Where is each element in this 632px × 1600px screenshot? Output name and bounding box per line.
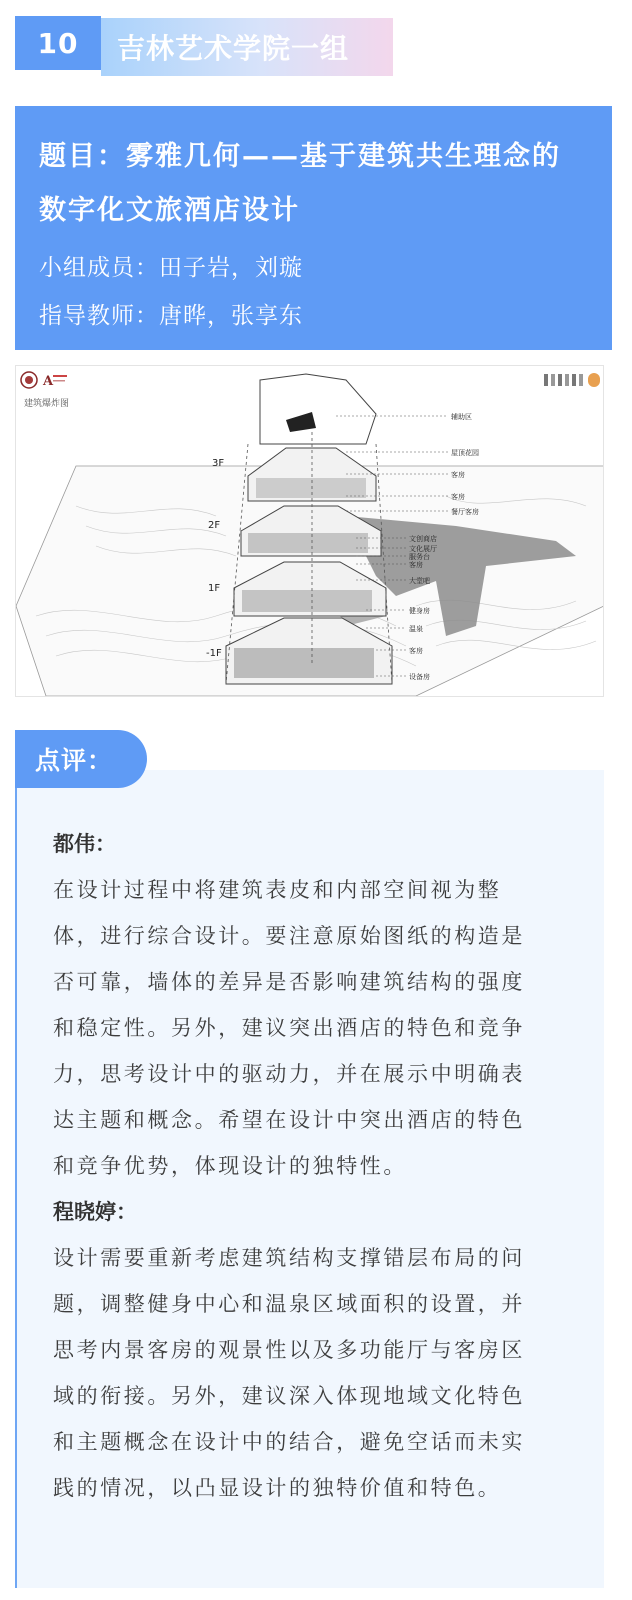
exploded-axonometric-figure: [15, 365, 604, 697]
reviewer-name: 程晓婷：: [53, 1200, 137, 1224]
callout-label: 屋顶花园: [451, 449, 479, 457]
school-name: 吉林艺术学院一组: [101, 18, 393, 76]
comment-line: 和竞争优势，体现设计的独特性。: [53, 1154, 407, 1178]
comment-line: 达主题和概念。希望在设计中突出酒店的特色: [53, 1108, 525, 1132]
callout-label: 服务台: [409, 553, 430, 561]
callout-label: 客房: [451, 493, 465, 501]
comment-list: [53, 821, 593, 1511]
comment-line: 设计需要重新考虑建筑结构支撑错层布局的问: [53, 1246, 525, 1270]
project-title-line-2: 数字化文旅酒店设计: [39, 195, 300, 226]
callout-label: 健身房: [409, 607, 430, 615]
studio-logo: [544, 373, 600, 387]
comment-line: 思考内景客房的观景性以及多功能厅与客房区: [53, 1338, 525, 1362]
exploded-diagram-svg: [16, 366, 604, 697]
floor-label-1f: 1F: [208, 583, 221, 594]
callout-label: 文化展厅: [409, 545, 437, 553]
figure-caption: 建筑爆炸图: [24, 399, 70, 409]
advisors: 指导教师：唐晔，张享东: [39, 303, 303, 329]
callout-label: 辅助区: [451, 413, 472, 421]
callout-label: 客房: [451, 471, 465, 479]
comment-tag: 点评：: [15, 730, 147, 788]
callout-label: 文创商店: [409, 535, 437, 543]
comment-line: 力，思考设计中的驱动力，并在展示中明确表: [53, 1062, 525, 1086]
callout-label: 大堂吧: [409, 577, 430, 585]
callout-label: 客房: [409, 561, 423, 569]
comment-line: 体，进行综合设计。要注意原始图纸的构造是: [53, 924, 525, 948]
reviewer-name: 都伟：: [53, 832, 116, 856]
floor-label-2f: 2F: [208, 520, 221, 531]
callout-label: 餐厅客房: [451, 508, 479, 516]
comment-line: 和主题概念在设计中的结合，避免空话而未实: [53, 1430, 525, 1454]
group-members: 小组成员：田子岩，刘璇: [39, 255, 303, 281]
project-title-line-1: 题目：雾雅几何——基于建筑共生理念的: [39, 141, 561, 172]
comment-line: 和稳定性。另外，建议突出酒店的特色和竞争: [53, 1016, 525, 1040]
section-number: 10: [15, 16, 101, 70]
callout-label: 设备房: [409, 673, 430, 681]
svg-text:A: A: [43, 374, 54, 389]
comment-line: 域的衔接。另外，建议深入体现地域文化特色: [53, 1384, 525, 1408]
comment-line: 在设计过程中将建筑表皮和内部空间视为整: [53, 878, 502, 902]
comment-line: 践的情况，以凸显设计的独特价值和特色。: [53, 1476, 502, 1500]
floor-label-3f: 3F: [212, 458, 225, 469]
comment-line: 否可靠，墙体的差异是否影响建筑结构的强度: [53, 970, 525, 994]
university-logo: [21, 372, 67, 389]
project-info-panel: [15, 106, 612, 350]
callout-label: 客房: [409, 647, 423, 655]
comment-line: 题，调整健身中心和温泉区域面积的设置，并: [53, 1292, 525, 1316]
floor-label-b1: -1F: [206, 648, 222, 659]
callout-label: 温泉: [409, 625, 423, 633]
section-header: [15, 16, 395, 74]
